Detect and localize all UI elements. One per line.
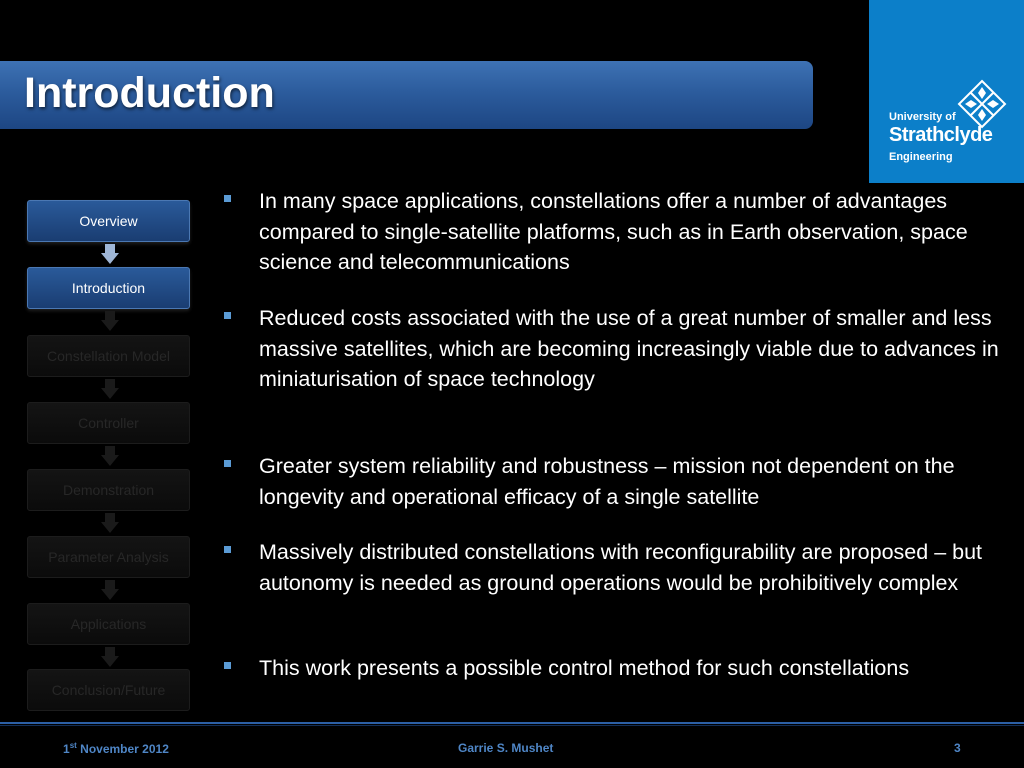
nav-item-controller[interactable]: Controller xyxy=(27,402,190,444)
logo-line-3: Engineering xyxy=(889,151,953,163)
footer-date-day: 1 xyxy=(63,742,70,756)
footer-author: Garrie S. Mushet xyxy=(458,741,554,755)
arrow-down-icon xyxy=(101,647,119,667)
bullet-icon xyxy=(224,662,231,669)
footer-date xyxy=(63,741,169,756)
bullet-text: Reduced costs associated with the use of a great number of smaller and less massive satellites, which are becoming increasingly viable due to advances in miniaturisation of space technology xyxy=(259,306,999,391)
nav-item-applications[interactable]: Applications xyxy=(27,603,190,645)
nav-item-conclusion-future[interactable]: Conclusion/Future xyxy=(27,669,190,711)
footer-date-rest: November 2012 xyxy=(76,742,169,756)
bullet-text: In many space applications, constellations offer a number of advantages compared to single-satellite platforms, such as in Earth observation, space science and telecommunications xyxy=(259,189,968,274)
bullet-text: This work presents a possible control method for such constellations xyxy=(259,656,910,680)
footer-page-number: 3 xyxy=(954,741,961,755)
footer-divider xyxy=(0,722,1024,724)
footer-divider-shadow xyxy=(0,725,1024,726)
university-logo xyxy=(869,0,1024,183)
arrow-down-icon xyxy=(101,513,119,533)
title-bar xyxy=(0,61,813,129)
bullet-icon xyxy=(224,312,231,319)
bullet-icon xyxy=(224,460,231,467)
nav-item-overview[interactable]: Overview xyxy=(27,200,190,242)
arrow-down-icon xyxy=(101,446,119,466)
nav-item-constellation-model[interactable]: Constellation Model xyxy=(27,335,190,377)
bullet-icon xyxy=(224,195,231,202)
arrow-down-icon xyxy=(101,311,119,331)
crest-icon xyxy=(957,79,1007,129)
logo-line-1: University of xyxy=(889,111,956,123)
logo-line-2: Strathclyde xyxy=(889,124,993,146)
footer-date-suffix: st xyxy=(69,741,77,750)
arrow-down-icon xyxy=(101,379,119,399)
bullet-icon xyxy=(224,546,231,553)
nav-item-parameter-analysis[interactable]: Parameter Analysis xyxy=(27,536,190,578)
arrow-down-icon xyxy=(101,580,119,600)
bullet-text: Massively distributed constellations with reconfigurability are proposed – but autonomy is needed as ground operations would be prohibitively complex xyxy=(259,540,983,595)
nav-item-introduction[interactable]: Introduction xyxy=(27,267,190,309)
slide-title: Introduction xyxy=(24,69,275,117)
nav-item-demonstration[interactable]: Demonstration xyxy=(27,469,190,511)
bullet-text: Greater system reliability and robustness – mission not dependent on the longevity and operational efficacy of a single satellite xyxy=(259,454,955,509)
arrow-down-icon xyxy=(101,244,119,264)
